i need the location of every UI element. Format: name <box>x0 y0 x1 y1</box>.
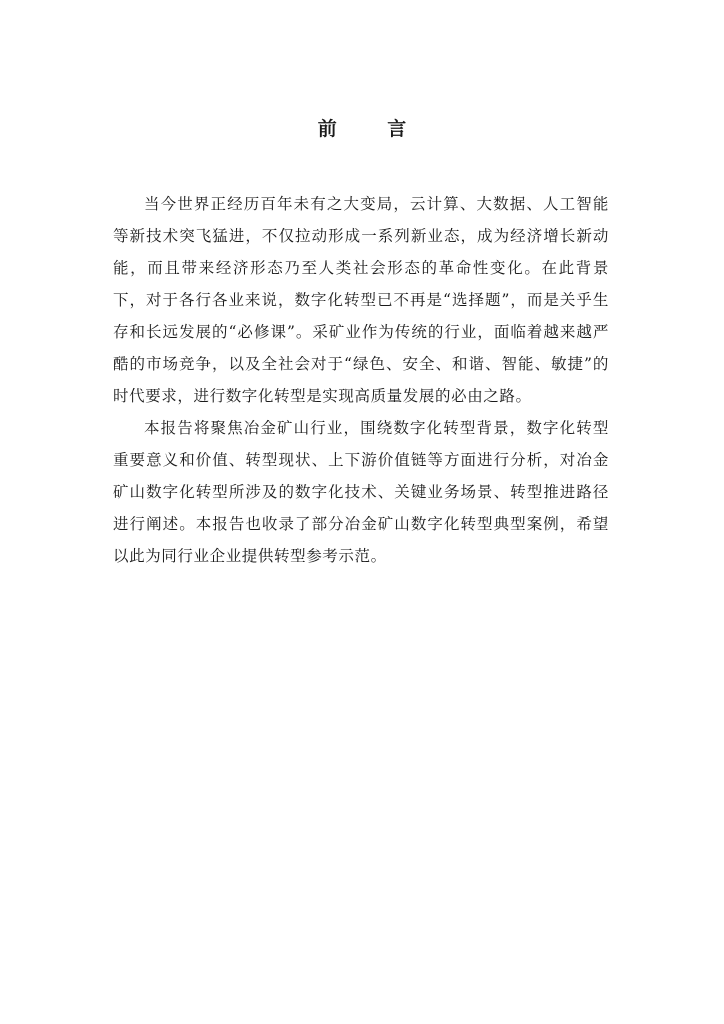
paragraph-2: 本报告将聚焦冶金矿山行业，围绕数字化转型背景，数字化转型重要意义和价值、转型现状、上下游价值链等方面进行分析，对冶金矿山数字化转型所涉及的数字化技术、关键业务场景、转型推进路径进行阐述。本报告也收录了部分冶金矿山数字化转型典型案例，希望以此为同行业企业提供转型参考示范。 <box>113 419 609 565</box>
page-title: 前 言 <box>317 118 429 140</box>
preface-body <box>113 188 609 572</box>
paragraph-1: 当今世界正经历百年未有之大变局，云计算、大数据、人工智能等新技术突飞猛进，不仅拉动形成一系列新业态，成为经济增长新动能，而且带来经济形态乃至人类社会形态的革命性变化。在此背景下，对于各行各业来说，数字化转型已不再是“选择题”，而是关乎生存和长远发展的“必修课”。采矿业作为传统的行业，面临着越来越严酷的市场竞争，以及全社会对于“绿色、安全、和谐、智能、敏捷”的时代要求，进行数字化转型是实现高质量发展的必由之路。 <box>113 195 609 405</box>
